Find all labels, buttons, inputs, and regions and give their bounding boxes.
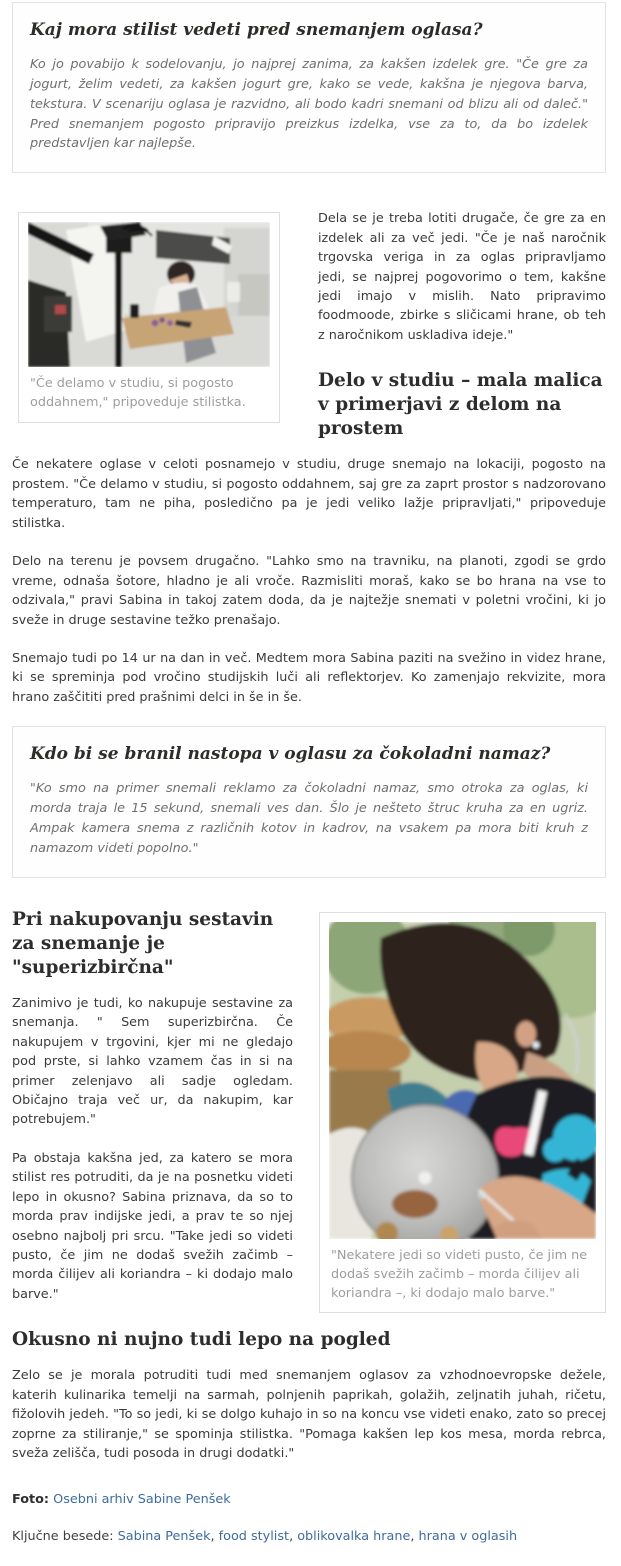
- keyword-separator: ,: [289, 1528, 294, 1544]
- keyword-link-food-stylist[interactable]: food stylist: [218, 1528, 290, 1544]
- section-shopping: [12, 908, 606, 1464]
- paragraph-indian-dishes: Pa obstaja kakšna jed, za katero se mora stilist res potruditi, da je na posnetku videti lepo in okusno? Sabina priznava, da so to morda prav indijske jedi, a prav te so njej osebno najbolj pri srcu. "Take jedi so videti pusto, če jim ne dodaš svežih začimb – morda čilijev ali koriandra – ki dodajo malo barve.": [12, 1150, 293, 1302]
- keywords-label: Ključne besede:: [12, 1528, 114, 1544]
- photo-credit-label: Foto:: [12, 1491, 50, 1507]
- food-styling-photo: [329, 922, 596, 1239]
- figure-food-styling: [319, 912, 606, 1314]
- keyword-link-hrana-v-oglasih[interactable]: hrana v oglasih: [418, 1528, 518, 1544]
- quote-box-1-text: Ko jo povabijo k sodelovanju, jo najprej zanima, za kakšen izdelek gre. "Če gre za jogurt, želim vedeti, za kakšen jogurt gre, kako se vede, kakšna je njegova barva, tekstura. V scenariju oglasa je razvidno, ali bodo kadri snemani od blizu ali od daleč." Pred snemanjem pogosto pripravijo preizkus izdelka, vse za to, da bo izdelek predstavljen kar najlepše.: [30, 57, 588, 152]
- pull-quote-box-2: [12, 726, 606, 877]
- photo-credit-line: [12, 1492, 606, 1507]
- paragraph-terrain: Delo na terenu je povsem drugačno. "Lahko smo na travniku, na planoti, zgodi se grdo vreme, odnaša šotore, hladno je ali vroče. Razmisliti moraš, kako se bo hrana na vse to odzivala," pravi Sabina in takoj zatem doda, da je najtežje snemati v poletni vročini, ki jo sveže in druge sestavine težko prenašajo.: [12, 554, 606, 628]
- heading-studio-vs-outdoor: Delo v studiu – mala malica v primerjavi z delom na prostem: [318, 370, 603, 440]
- paragraph-long-days: Snemajo tudi po 14 ur na dan in več. Medtem mora Sabina paziti na svežino in videz hrane, ki se spreminja pod vročino studijskih luči ali reflektorjev. Ko zamenjajo rekvizite, mora hrano zaščititi pred prašnimi delci in še in še.: [12, 650, 606, 705]
- pull-quote-box-1: [12, 2, 606, 173]
- keyword-link-oblikovalka-hrane[interactable]: oblikovalka hrane: [297, 1528, 411, 1544]
- paragraph-studio: Če nekatere oglase v celoti posnamejo v studiu, druge snemajo na lokaciji, pogosto na prostem. "Če delamo v studiu, si pogosto oddahnem, saj gre za zaprt prostor s nadzorovano temperaturo, tam ne piha, posledično pa je jedi veliko lažje pripravljati," pripoveduje stilistka.: [12, 457, 606, 531]
- section-studio: [12, 209, 606, 707]
- figure-studio-caption: "Če delamo v studiu, si pogosto oddahnem," pripoveduje stilistka.: [30, 376, 246, 411]
- figure-food-styling-caption: "Nekatere jedi so videti pusto, če jim ne dodaš svežih začimb – morda čilijev ali koriandra –, ki dodajo malo barve.": [331, 1247, 588, 1302]
- paragraph-intro-work: Dela se je treba lotiti drugače, če gre za en izdelek ali za več jedi. "Če je naš naročnik trgovska veriga in za oglas pripravljamo jedi, se najprej pogovorimo o tem, kakšne jedi imajo v mislih. Nato pripravimo foodmoode, zbirke s sličicami hrane, ob teh z naročnikom uskladiva ideje.": [318, 211, 606, 343]
- keyword-separator: ,: [210, 1528, 215, 1544]
- figure-studio: [18, 212, 280, 422]
- heading-tasty-not-pretty: Okusno ni nujno tudi lepo na pogled: [12, 1329, 391, 1351]
- keyword-separator: ,: [410, 1528, 415, 1544]
- photo-credit-link[interactable]: Osebni arhiv Sabine Penšek: [53, 1491, 231, 1507]
- quote-box-2-text: "Ko smo na primer snemali reklamo za čokoladni namaz, smo otroka za oglas, ki morda traja le 15 sekund, snemali ves dan. Šlo je nešteto štruc kruha za en ugriz. Ampak kamera snema z različnih kotov in kadrov, na vsakem pa mora biti kruh z namazom videti popolno.": [30, 781, 588, 856]
- paragraph-shopping: Zanimivo je tudi, ko nakupuje sestavine za snemanja. " Sem superizbirčna. Če nakupujem v trgovini, kjer mi ne gledajo pod prste, si lahko vzamem čas in si na primer zelenjavo ali sadje ogledam. Običajno traja več ur, da nakupim, kar potrebujem.": [12, 995, 293, 1128]
- heading-shopping: Pri nakupovanju sestavin za snemanje je "superizbirčna": [12, 908, 274, 978]
- quote-box-2-title: Kdo bi se branil nastopa v oglasu za čokoladni namaz?: [30, 744, 551, 765]
- keyword-link-sabina-pensek[interactable]: Sabina Penšek: [117, 1528, 211, 1544]
- quote-box-1-title: Kaj mora stilist vedeti pred snemanjem oglasa?: [30, 20, 483, 40]
- keywords-line: [12, 1529, 606, 1544]
- studio-photo: [28, 222, 270, 367]
- paragraph-eastern-european: Zelo se je morala potruditi tudi med snemanjem oglasov za vzhodnoevropske dežele, katerih kulinarika temelji na sarmah, polnjenih paprikah, golažih, zeljnatih juhah, ričetu, fižolovih jedeh. "To so jedi, ki se dolgo kuhajo in so na koncu vse videti enako, zato so precej zoprne za stiliranje," se spominja stilistka. "Pomaga kakšen lep kos mesa, morda rebrca, sveža zelišča, tudi posoda in drugi dodatki.": [12, 1368, 606, 1462]
